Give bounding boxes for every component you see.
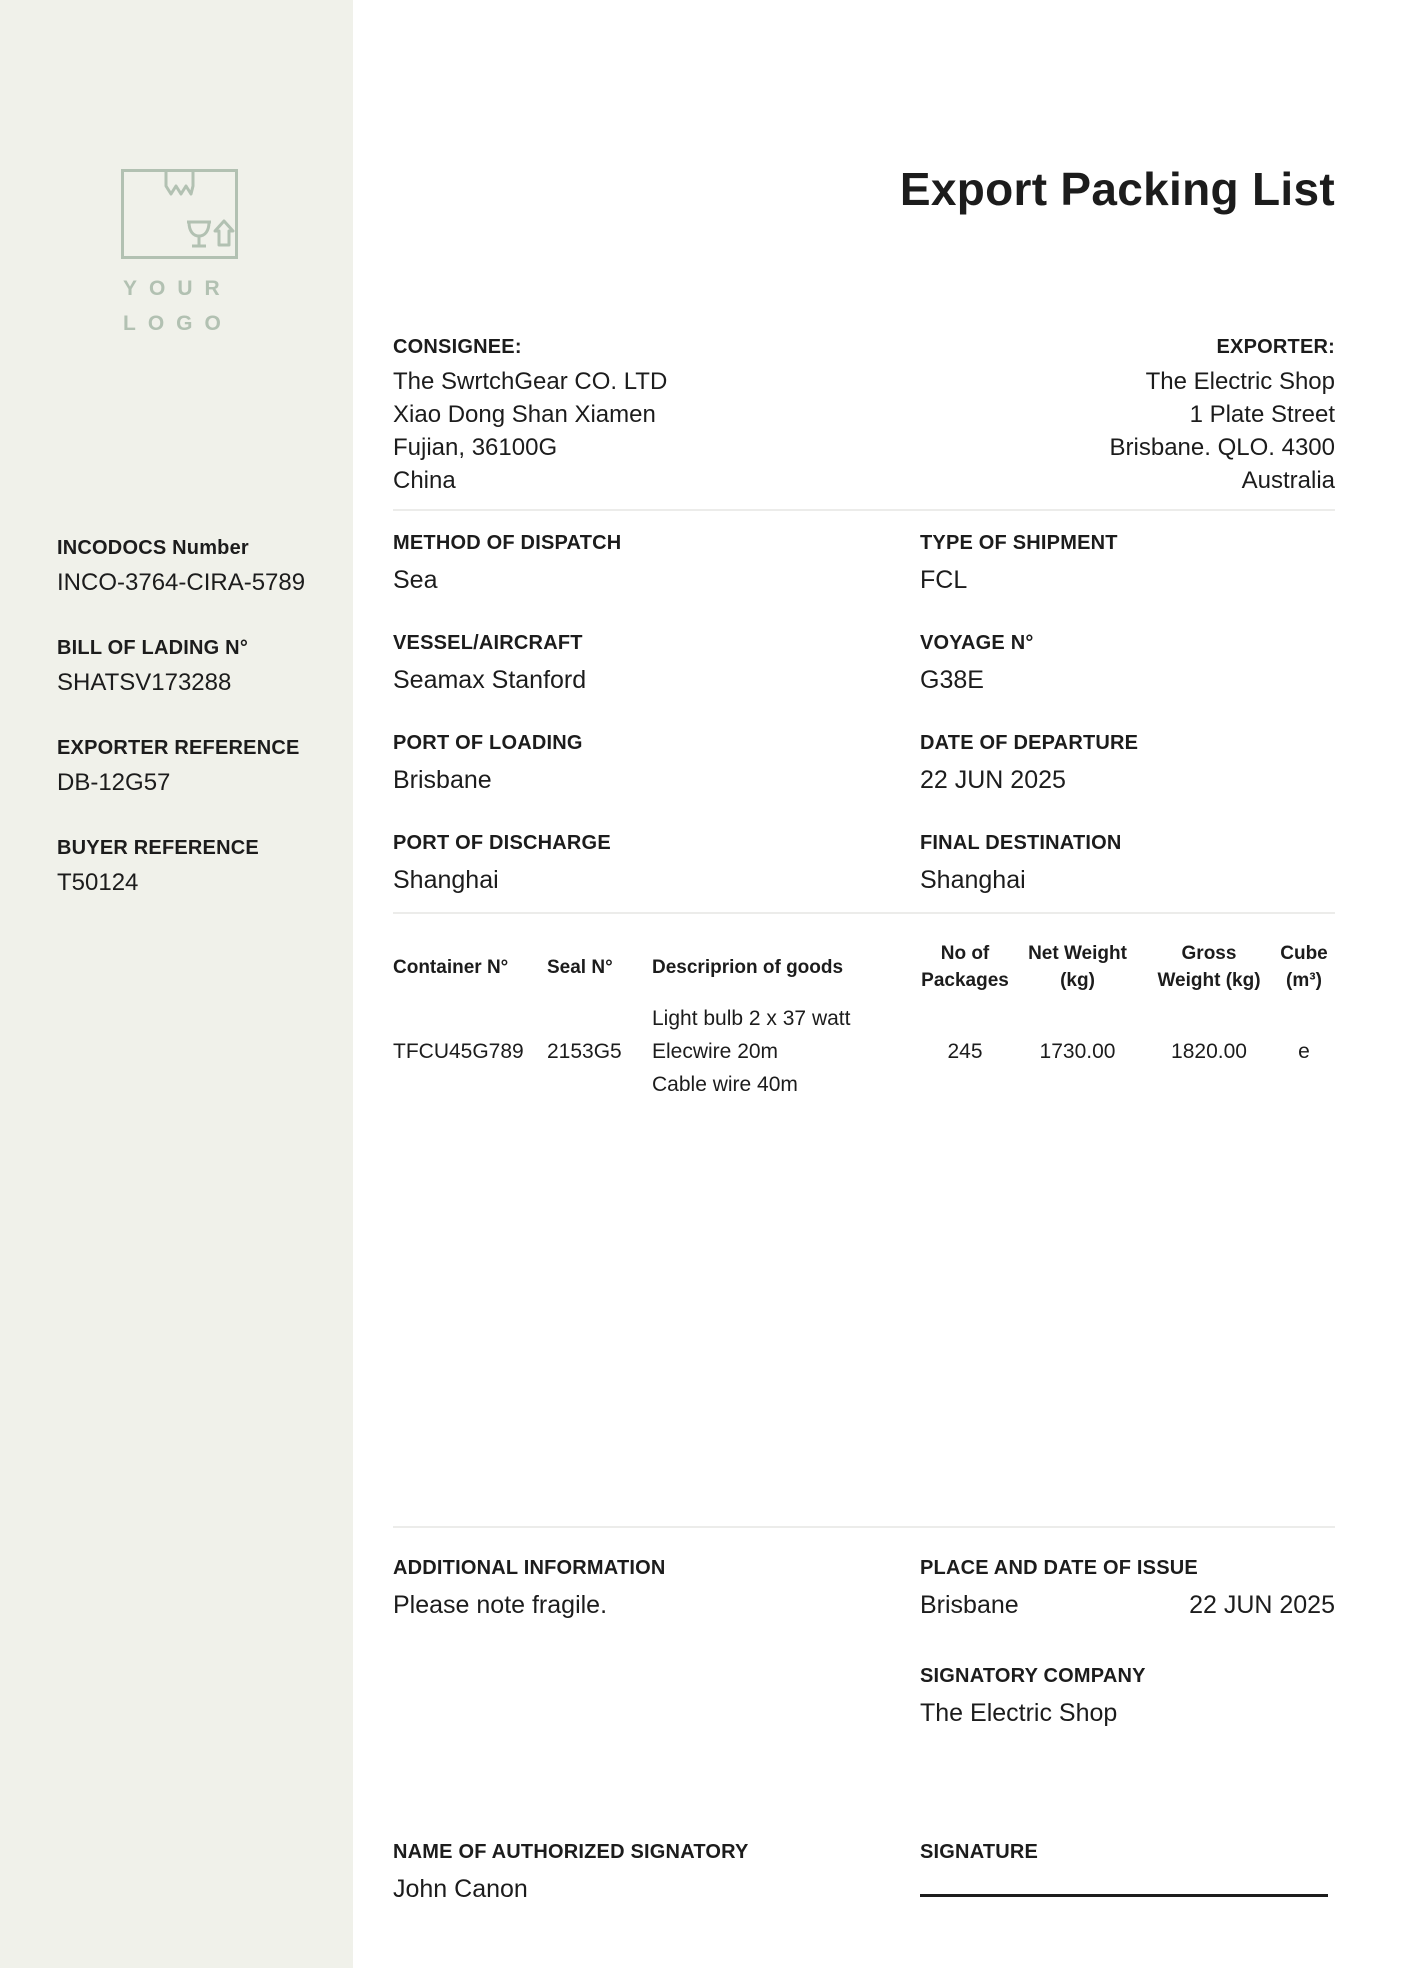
- consignee-label: CONSIGNEE:: [393, 336, 522, 358]
- header-cube: Cube (m³): [1280, 943, 1328, 991]
- fragile-glass-icon: [187, 222, 211, 246]
- type-of-shipment-value: FCL: [920, 566, 968, 594]
- exporter-label: EXPORTER:: [1216, 336, 1335, 358]
- field-authorized-signatory: [393, 1840, 920, 1904]
- port-of-loading-value: Brisbane: [393, 766, 492, 794]
- field-place-and-date-of-issue: [920, 1556, 1335, 1620]
- divider: [393, 1526, 1335, 1528]
- issue-section: [393, 1556, 1335, 1904]
- header-seal-no: Seal N°: [547, 956, 613, 978]
- description-line: Light bulb 2 x 37 watt: [652, 1007, 851, 1030]
- method-of-dispatch-value: Sea: [393, 566, 438, 594]
- incodocs-number-value: INCO-3764-CIRA-5789: [57, 569, 306, 596]
- method-of-dispatch-label: METHOD OF DISPATCH: [393, 532, 622, 554]
- exporter-block: [1110, 335, 1335, 497]
- cell-net-weight: 1730.00: [1039, 1040, 1116, 1063]
- vessel-aircraft-value: Seamax Stanford: [393, 666, 587, 694]
- spacer: [393, 1664, 920, 1728]
- exporter-reference-value: DB-12G57: [57, 769, 171, 796]
- exporter-reference-label: EXPORTER REFERENCE: [57, 737, 300, 759]
- description-line: Cable wire 40m: [652, 1073, 798, 1096]
- field-signature: [920, 1840, 1335, 1904]
- divider: [393, 509, 1335, 511]
- signatory-company-value: The Electric Shop: [920, 1699, 1118, 1727]
- field-vessel-aircraft: [393, 631, 920, 695]
- field-bill-of-lading: [57, 636, 333, 698]
- parties-section: [393, 335, 1335, 497]
- field-exporter-reference: [57, 736, 333, 798]
- voyage-no-label: VOYAGE N°: [920, 632, 1034, 654]
- cell-cube: e: [1298, 1040, 1310, 1063]
- consignee-line: China: [393, 467, 456, 494]
- header-gross-weight: Gross Weight (kg): [1157, 943, 1261, 991]
- cell-gross-weight: 1820.00: [1171, 1040, 1247, 1063]
- header-no-of-packages: No of Packages: [921, 943, 1009, 991]
- sidebar-reference-fields: [57, 536, 333, 898]
- cargo-table-header: [393, 940, 1335, 994]
- exporter-line: Australia: [1241, 467, 1335, 494]
- logo-placeholder-text: [123, 271, 333, 341]
- exporter-line: 1 Plate Street: [1189, 401, 1335, 428]
- header-net-weight: Net Weight (kg): [1028, 943, 1127, 991]
- cargo-table: [393, 940, 1335, 1101]
- buyer-reference-label: BUYER REFERENCE: [57, 837, 259, 859]
- shipment-row: [393, 531, 1335, 595]
- field-final-destination: [920, 831, 1335, 895]
- place-and-date-values: [920, 1590, 1335, 1620]
- cargo-table-row: [393, 1002, 1335, 1101]
- date-of-issue-value: 22 JUN 2025: [1189, 1591, 1335, 1619]
- authorized-signatory-label: NAME OF AUTHORIZED SIGNATORY: [393, 1841, 749, 1863]
- sidebar: [0, 0, 353, 1968]
- consignee-line: Fujian, 36100G: [393, 434, 558, 461]
- port-of-discharge-value: Shanghai: [393, 866, 499, 894]
- consignee-line: The SwrtchGear CO. LTD: [393, 368, 668, 395]
- document-body: [353, 0, 1424, 1968]
- exporter-line: The Electric Shop: [1145, 368, 1335, 395]
- field-signatory-company: [920, 1664, 1335, 1728]
- authorized-signatory-value: John Canon: [393, 1875, 528, 1903]
- footer-row: [393, 1556, 1335, 1620]
- additional-information-label: ADDITIONAL INFORMATION: [393, 1557, 666, 1579]
- exporter-line: Brisbane. QLO. 4300: [1109, 434, 1335, 461]
- header-container-no: Container N°: [393, 956, 509, 978]
- port-of-loading-label: PORT OF LOADING: [393, 732, 583, 754]
- consignee-address: [393, 365, 667, 497]
- field-voyage-no: [920, 631, 1335, 695]
- page-title: Export Packing List: [899, 163, 1335, 215]
- place-and-date-of-issue-label: PLACE AND DATE OF ISSUE: [920, 1557, 1198, 1579]
- cell-seal-no: 2153G5: [547, 1040, 622, 1063]
- signatory-company-label: SIGNATORY COMPANY: [920, 1665, 1146, 1687]
- consignee-line: Xiao Dong Shan Xiamen: [393, 401, 656, 428]
- logo-text-line1: YOUR: [123, 277, 232, 300]
- shipment-row: [393, 631, 1335, 695]
- type-of-shipment-label: TYPE OF SHIPMENT: [920, 532, 1118, 554]
- signature-label: SIGNATURE: [920, 1841, 1039, 1863]
- shipment-row: [393, 831, 1335, 895]
- cell-container-no: TFCU45G789: [393, 1040, 524, 1063]
- logo-text-line2: LOGO: [123, 312, 233, 335]
- field-port-of-discharge: [393, 831, 920, 895]
- shipment-details-section: [393, 531, 1335, 895]
- field-buyer-reference: [57, 836, 333, 898]
- footer-row: [393, 1664, 1335, 1728]
- field-type-of-shipment: [920, 531, 1335, 595]
- vessel-aircraft-label: VESSEL/AIRCRAFT: [393, 632, 583, 654]
- place-of-issue-value: Brisbane: [920, 1591, 1019, 1619]
- exporter-address: [1110, 365, 1335, 497]
- port-of-discharge-label: PORT OF DISCHARGE: [393, 832, 611, 854]
- field-incodocs-number: [57, 536, 333, 598]
- header-description: Descriprion of goods: [652, 956, 844, 978]
- consignee-block: [393, 335, 667, 497]
- final-destination-value: Shanghai: [920, 866, 1026, 894]
- field-additional-information: [393, 1556, 920, 1620]
- bill-of-lading-value: SHATSV173288: [57, 669, 232, 696]
- date-of-departure-value: 22 JUN 2025: [920, 766, 1066, 794]
- incodocs-number-label: INCODOCS Number: [57, 537, 249, 559]
- field-date-of-departure: [920, 731, 1335, 795]
- final-destination-label: FINAL DESTINATION: [920, 832, 1122, 854]
- description-line: Elecwire 20m: [652, 1040, 779, 1063]
- logo-box-icon: [121, 169, 238, 259]
- this-side-up-arrow-icon: [215, 221, 233, 245]
- shipment-row: [393, 731, 1335, 795]
- buyer-reference-value: T50124: [57, 869, 139, 896]
- field-method-of-dispatch: [393, 531, 920, 595]
- bill-of-lading-label: BILL OF LADING N°: [57, 637, 249, 659]
- cell-description: [652, 1002, 920, 1101]
- date-of-departure-label: DATE OF DEPARTURE: [920, 732, 1139, 754]
- divider: [393, 912, 1335, 914]
- field-port-of-loading: [393, 731, 920, 795]
- signature-line: [920, 1894, 1328, 1897]
- voyage-no-value: G38E: [920, 666, 984, 694]
- additional-information-value: Please note fragile.: [393, 1591, 608, 1619]
- cell-no-of-packages: 245: [947, 1040, 983, 1063]
- footer-row: [393, 1840, 1335, 1904]
